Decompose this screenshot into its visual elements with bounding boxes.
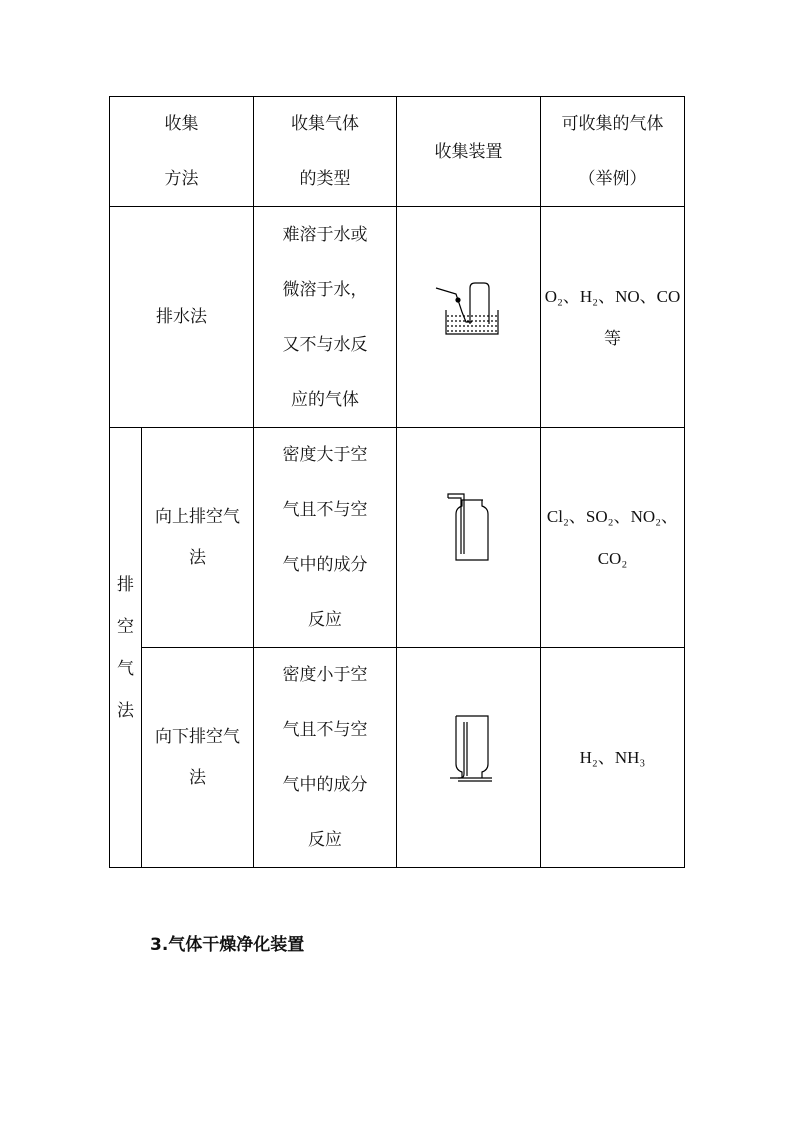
downward-gas-type <box>254 648 396 867</box>
section-title: 3.气体干燥净化装置 <box>150 935 305 955</box>
downward-gases-text: H₂、NH₃ <box>579 747 646 767</box>
air-group-char4: 法 <box>117 701 134 721</box>
downward-type-line4: 反应 <box>308 829 342 850</box>
air-displacement-group-label <box>110 428 141 868</box>
downward-type-line3: 气中的成分 <box>282 774 368 795</box>
downward-method-line2: 法 <box>189 767 206 788</box>
water-gas-type <box>254 207 396 428</box>
header-method-line2: 方法 <box>164 169 199 189</box>
header-gas-type <box>254 97 396 207</box>
upward-method-line2: 法 <box>189 548 206 568</box>
header-device-text: 收集装置 <box>434 141 503 162</box>
downward-method <box>142 648 253 867</box>
upward-air-displacement-bottle-icon <box>444 492 494 568</box>
header-examples <box>541 97 684 207</box>
upward-type-line1: 密度大于空 <box>282 445 368 465</box>
header-examples-line2: （举例） <box>578 169 647 189</box>
air-group-char2: 空 <box>117 617 134 637</box>
upward-method-line1: 向上排空气 <box>155 507 240 527</box>
upward-gases-line2: CO₂ <box>597 549 628 568</box>
downward-gases <box>541 648 684 867</box>
air-group-char1: 排 <box>117 575 134 595</box>
water-gases-line2: 等 <box>604 328 621 348</box>
downward-type-line2: 气且不与空 <box>282 719 368 740</box>
water-displacement-apparatus-icon <box>432 280 502 340</box>
water-gases <box>541 207 684 428</box>
water-type-line1: 难溶于水或 <box>282 224 368 245</box>
downward-type-line1: 密度小于空 <box>282 664 368 685</box>
upward-type-line4: 反应 <box>308 610 342 630</box>
upward-type-line2: 气且不与空 <box>282 500 368 520</box>
downward-air-displacement-bottle-icon <box>444 712 494 788</box>
header-examples-line1: 可收集的气体 <box>561 114 664 134</box>
water-type-line2: 微溶于水， <box>282 279 368 300</box>
water-method-text: 排水法 <box>156 307 207 327</box>
upward-gases <box>541 428 684 648</box>
header-method-line1: 收集 <box>164 114 199 134</box>
downward-method-line1: 向下排空气 <box>155 726 240 747</box>
header-device <box>397 97 540 207</box>
header-gas-type-line1: 收集气体 <box>291 114 359 134</box>
header-gas-type-line2: 的类型 <box>299 169 351 189</box>
water-type-line3: 又不与水反 <box>282 334 368 355</box>
air-group-char3: 气 <box>117 659 134 679</box>
water-type-line4: 应的气体 <box>291 389 359 410</box>
upward-gas-type <box>254 428 396 648</box>
water-method <box>110 207 253 428</box>
upward-gases-line1: Cl₂、SO₂、NO₂、 <box>546 507 679 526</box>
water-gases-line1: O₂、H₂、NO、CO <box>544 286 681 306</box>
upward-type-line3: 气中的成分 <box>282 555 368 575</box>
header-method <box>110 97 253 207</box>
upward-method <box>142 428 253 648</box>
